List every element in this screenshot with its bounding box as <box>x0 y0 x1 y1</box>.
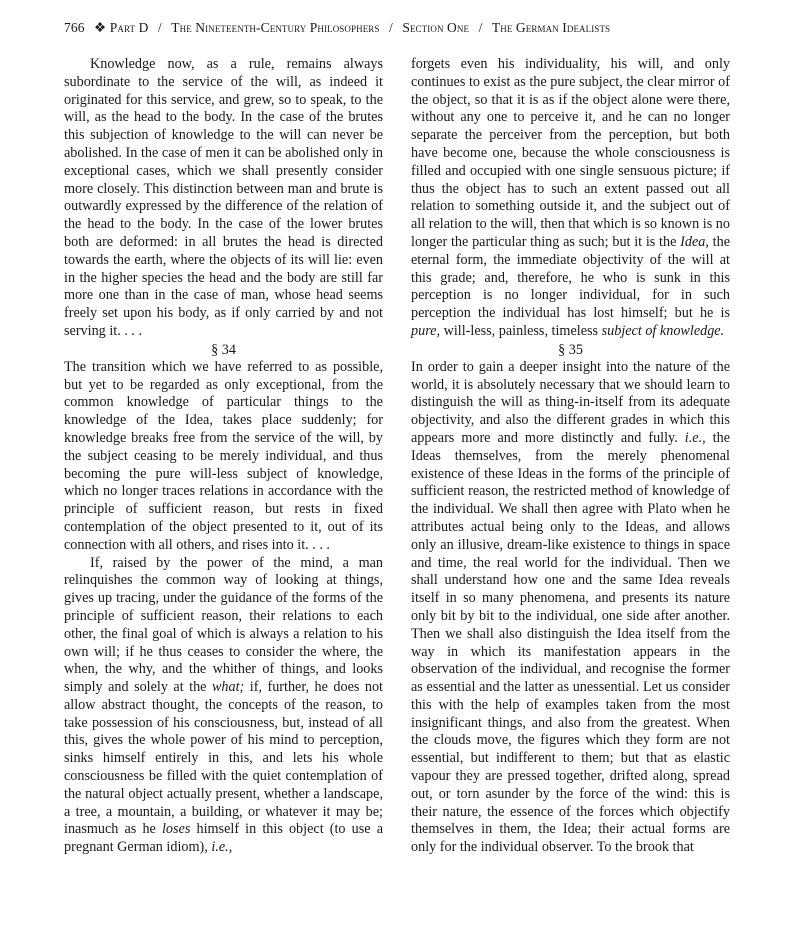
intro-paragraph: Knowledge now, as a rule, remains always subordinate to the service of the will, as indeed it originated for this service, and grew, so to speak, to the will, as the head to the body. In the case of the brutes this subjection of knowledge to the will can never be abolished. In the case of men it can be abolished only in exceptional cases, which we shall presently consider more closely. This distinction between man and brute is outwardly expressed by the difference of the relation of the head to the body. In the case of the lower brutes both are deformed: in all brutes the head is directed towards the earth, where the objects of its will lie: even in the higher species the head and the body are still far more one than in the case of man, whose head seems freely set upon his body, as if only carried by and not serving it. . . . <box>64 56 383 339</box>
paragraph-35 <box>411 359 730 857</box>
ornament: ❖ <box>94 20 107 35</box>
text-run: himself in this object (to use a pregnant German idiom), <box>64 821 383 856</box>
italic-run: what; <box>211 679 245 696</box>
separator: / <box>478 20 483 35</box>
paragraph-34-2 <box>64 555 383 858</box>
left-column <box>64 56 383 857</box>
part-label: Part D <box>109 20 149 35</box>
text-run: the Ideas themselves, from the merely phenomenal existence of these Ideas in the forms of the principle of sufficient reason, the restricted method of knowledge of the individual. We shall then agree with Plato when he attributes actual being only to the Ideas, and allows only an illusive, dream-like existence to things in space and time, the real world for the individual. Then we shall understand how one and the same Idea reveals itself in so many phenomena, and presents its nature only bit by bit to the individual, one side after another. Then we shall also distinguish the Idea itself from the way in which its manifestation appears in the observation of the individual, and recognise the former as essential and the latter as unessential. Let us consider this with the help of examples taken from the most insignificant things, and also from the greatest. When the clouds move, the figures which they form are not essential, but indifferent to them; but that as elastic vapour they are pressed together, drifted along, spread out, or torn asunder by the force of the wind: this is their nature, the essence of the forces which objectify themselves in them, the Idea; their actual forms are only for the individual observer. To the brook that <box>411 429 730 856</box>
text-run: the eternal form, the immediate objectivity of the will at this grade; and, therefore, he who is sunk in this perception is no longer individual, for in such perception the individual has lost himself; but he is <box>411 233 730 322</box>
italic-run: pure, <box>411 322 441 339</box>
text-run: In order to gain a deeper insight into the nature of the world, it is absolutely necessary that we should learn to distinguish the will as thing-in-itself from its adequate objectivity, and also the different grades in which this appears more and more distinctly and fully. <box>411 358 730 446</box>
page-number: 766 <box>64 20 85 35</box>
subsection-label: The German Idealists <box>491 20 611 35</box>
separator: / <box>389 20 393 35</box>
text-run: if, further, he does not allow abstract thought, the concepts of the reason, to take possession of his consciousness, but, instead of all this, gives the whole power of his mind to perception, sinks himself entirely in this, and lets his whole consciousness be filled with the quiet contemplation of the natural object actually present, whether a landscape, a tree, a mountain, a building, or whatever it may be; inasmuch as he <box>64 679 383 838</box>
italic-run: subject of knowledge. <box>601 322 725 339</box>
text-run: forgets even his individuality, his will, and only continues to exist as the pure subject, the clear mirror of the object, so that it is as if the object alone were there, without any one to perceive it, and he can no longer separate the perceiver from the perception, but both have become one, because the whole consciousness is filled and occupied with one single sensuous picture; if thus the object has to such an extent passed out all relation to something outside it, and the subject out of all relation to the will, then that which is so known is no longer the particular thing as such; but it is the <box>411 56 730 250</box>
separator: / <box>157 20 162 35</box>
paragraph-34-1: The transition which we have referred to as possible, but yet to be regarded as only exceptional, from the common knowledge of particular things to the knowledge of the Idea, takes place suddenly; for knowledge breaks free from the service of the will, by the subject ceasing to be merely individual, and thus becoming the pure will-less subject of knowledge, which no longer traces relations in accordance with the principle of sufficient reason, but rests in fixed contemplation of the object presented to it, out of its connection with all others, and rises into it. . . . <box>64 358 383 553</box>
chapter-label: The Nineteenth-Century Philosophers <box>171 20 380 35</box>
italic-run: i.e., <box>211 839 233 856</box>
text-run: If, raised by the power of the mind, a man relinquishes the common way of looking at things, gives up tracing, under the guidance of the forms of the principle of sufficient reason, their relations to each other, the final goal of which is always a relation to his own will; if he thus ceases to consider the where, the when, the why, and the whither of things, and looks simply and solely at the <box>64 554 383 696</box>
section-heading-34: § 34 <box>211 341 236 358</box>
right-column <box>411 56 730 857</box>
section-heading-35: § 35 <box>558 341 583 358</box>
italic-run: Idea, <box>680 233 709 250</box>
italic-run: i.e., <box>684 429 706 446</box>
italic-run: loses <box>161 821 191 838</box>
running-head <box>64 19 744 37</box>
text-run: will-less, painless, timeless <box>440 322 602 339</box>
section-label: Section One <box>402 20 470 35</box>
continued-paragraph <box>411 56 730 341</box>
